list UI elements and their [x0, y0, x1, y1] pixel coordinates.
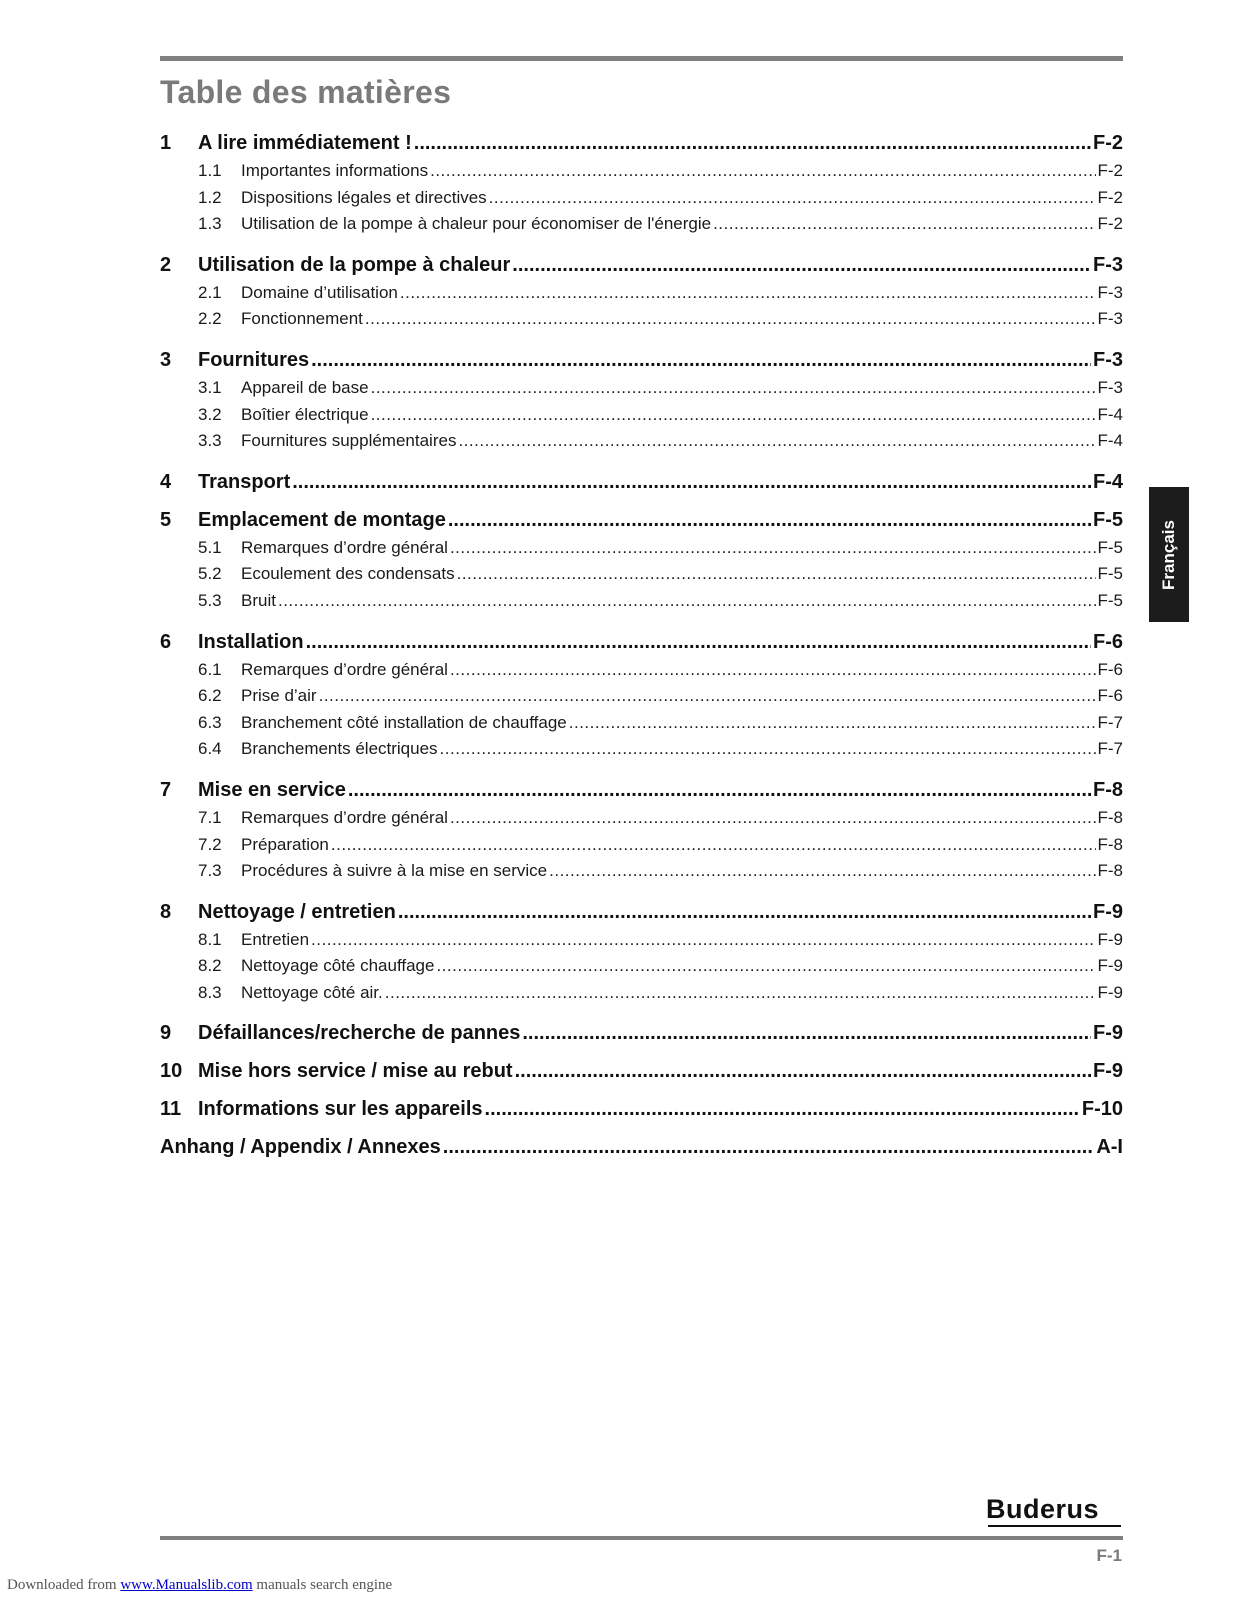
toc-page-ref: F-2 [1097, 187, 1123, 207]
toc-label: Utilisation de la pompe à chaleur pour économiser de l'énergie [241, 214, 712, 234]
toc-page-ref: F-10 [1081, 1098, 1123, 1121]
toc-page-ref: F-4 [1097, 404, 1123, 424]
toc-label: Installation [198, 630, 304, 653]
download-footer [7, 1577, 392, 1594]
language-tab-label: Français [1159, 519, 1178, 590]
toc-page-ref: A-I [1096, 1136, 1123, 1159]
toc-number: 8 [160, 900, 172, 923]
toc-page-ref: F-9 [1093, 900, 1123, 923]
toc-dot-leader [485, 1094, 1080, 1124]
toc-number: 2.2 [198, 309, 222, 329]
toc-number: 7.2 [198, 834, 222, 854]
toc-page-ref: F-3 [1097, 309, 1123, 329]
toc-number: 3.3 [198, 431, 222, 451]
toc-number: 5.1 [198, 537, 222, 557]
toc-page-ref: F-9 [1097, 982, 1123, 1002]
toc-section[interactable] [160, 683, 1123, 710]
toc-label: Préparation [241, 834, 329, 854]
toc-label: Remarques d’ordre général [241, 807, 448, 827]
toc-dot-leader [443, 1132, 1095, 1162]
toc-section[interactable] [160, 280, 1123, 307]
toc-label: Bruit [241, 590, 276, 610]
toc-chapter[interactable] [160, 1018, 1123, 1048]
toc-dot-leader [385, 980, 1096, 1007]
toc-page-ref: F-5 [1097, 564, 1123, 584]
toc-page-ref: F-9 [1097, 956, 1123, 976]
toc-dot-leader [515, 1056, 1091, 1086]
toc-page-ref: F-6 [1093, 630, 1123, 653]
toc-section[interactable] [160, 306, 1123, 333]
toc-dot-leader [522, 1018, 1091, 1048]
toc-number: 7 [160, 778, 172, 801]
toc-dot-leader [398, 897, 1091, 927]
toc-dot-leader [489, 185, 1096, 212]
toc-page-ref: F-5 [1093, 508, 1123, 531]
toc-label: Importantes informations [241, 161, 429, 180]
toc-page-ref: F-8 [1097, 834, 1123, 854]
toc-section[interactable] [160, 211, 1123, 238]
toc-number: 1.1 [198, 161, 222, 180]
toc-page-ref: F-2 [1097, 161, 1123, 180]
toc-label: Fournitures supplémentaires [241, 431, 457, 451]
toc-section[interactable] [160, 588, 1123, 615]
toc-page-ref: F-7 [1097, 739, 1123, 759]
toc-number: 2.1 [198, 282, 222, 302]
toc-section[interactable] [160, 858, 1123, 885]
toc-label: Procédures à suivre à la mise en service [241, 861, 548, 881]
toc-number: 10 [160, 1060, 183, 1083]
toc-page-ref: F-6 [1097, 686, 1123, 706]
toc-label: Boîtier électrique [241, 404, 369, 424]
toc-label: Nettoyage côté chauffage [241, 956, 435, 976]
toc-label: Nettoyage côté air. [241, 982, 383, 1002]
toc-dot-leader [549, 858, 1095, 885]
toc-number: 5 [160, 508, 172, 531]
footer-suffix: manuals search engine [252, 1577, 393, 1593]
toc-label: Informations sur les appareils [198, 1098, 483, 1121]
toc-number: 2 [160, 253, 172, 276]
toc-page-ref: F-3 [1093, 348, 1123, 371]
toc-label: A lire immédiatement ! [198, 132, 412, 154]
toc-dot-leader [512, 250, 1091, 280]
toc-dot-leader [306, 627, 1091, 657]
toc-dot-leader [319, 683, 1096, 710]
language-tab[interactable] [1149, 487, 1189, 622]
toc-dot-leader [331, 832, 1096, 859]
toc-page-ref: F-9 [1097, 929, 1123, 949]
toc-label: Fonctionnement [241, 309, 363, 329]
toc-number: 6.4 [198, 739, 222, 759]
toc-dot-leader [414, 128, 1091, 158]
toc-page-ref: F-3 [1097, 377, 1123, 397]
toc-number: 8.3 [198, 982, 222, 1002]
toc-label: Domaine d’utilisation [241, 282, 398, 302]
bottom-rule [160, 1536, 1123, 1540]
toc-page-ref: F-3 [1093, 253, 1123, 276]
toc-page-ref: F-2 [1093, 132, 1123, 154]
toc-page-ref: F-7 [1097, 712, 1123, 732]
toc-section[interactable] [160, 657, 1123, 684]
toc-chapter[interactable] [160, 128, 1123, 158]
toc-number: 7.1 [198, 807, 222, 827]
toc-dot-leader [311, 927, 1095, 954]
toc-chapter[interactable] [160, 775, 1123, 805]
toc-page-ref: F-9 [1093, 1022, 1123, 1045]
toc-label: Ecoulement des condensats [241, 564, 455, 584]
top-rule [160, 56, 1123, 61]
toc-label: Remarques d’ordre général [241, 537, 448, 557]
toc-label: Anhang / Appendix / Annexes [160, 1136, 441, 1159]
toc-dot-leader [436, 953, 1095, 980]
toc-chapter[interactable] [160, 345, 1123, 375]
toc-number: 6 [160, 630, 172, 653]
toc-section[interactable] [160, 185, 1123, 212]
toc-dot-leader [450, 535, 1096, 562]
toc-number: 9 [160, 1022, 172, 1045]
toc-page-ref: F-3 [1097, 282, 1123, 302]
page-number: F-1 [1096, 1546, 1122, 1565]
toc-page-ref: F-4 [1093, 470, 1123, 493]
toc-label: Défaillances/recherche de pannes [198, 1022, 521, 1045]
toc-dot-leader [430, 158, 1095, 185]
toc-section[interactable] [160, 927, 1123, 954]
toc-section[interactable] [160, 428, 1123, 455]
toc-section[interactable] [160, 535, 1123, 562]
toc-dot-leader [458, 428, 1095, 455]
toc-number: 1 [160, 132, 172, 154]
toc-label: Appareil de base [241, 377, 369, 397]
toc-page-ref: F-9 [1093, 1060, 1123, 1083]
toc-label: Mise hors service / mise au rebut [198, 1060, 513, 1083]
toc-section[interactable] [160, 805, 1123, 832]
toc-page-ref: F-5 [1097, 590, 1123, 610]
toc-dot-leader [400, 280, 1096, 307]
toc-page-ref: F-8 [1093, 778, 1123, 801]
toc-chapter[interactable] [160, 1056, 1123, 1086]
toc-chapter[interactable] [160, 1094, 1123, 1124]
toc-label: Prise d’air [241, 686, 317, 706]
toc-number: 11 [160, 1098, 182, 1121]
toc-label: Dispositions légales et directives [241, 187, 487, 207]
toc-number: 3.1 [198, 377, 222, 397]
toc-page-ref: F-6 [1097, 659, 1123, 679]
toc-number: 3 [160, 348, 172, 371]
toc-section[interactable] [160, 710, 1123, 737]
toc-section[interactable] [160, 402, 1123, 429]
toc-chapter[interactable] [160, 627, 1123, 657]
toc-label: Entretien [241, 929, 310, 949]
toc-section[interactable] [160, 375, 1123, 402]
toc-label: Branchement côté installation de chauffage [241, 712, 567, 732]
toc-dot-leader [448, 505, 1091, 535]
toc-dot-leader [457, 561, 1096, 588]
toc-number: 8.1 [198, 929, 222, 949]
toc-page-ref: F-2 [1097, 214, 1123, 234]
toc-number: 6.1 [198, 659, 222, 679]
toc-page-ref: F-8 [1097, 861, 1123, 881]
toc-dot-leader [348, 775, 1091, 805]
logo-underline [988, 1525, 1121, 1527]
toc-number: 1.3 [198, 214, 222, 234]
toc-dot-leader [292, 467, 1091, 497]
toc-chapter[interactable] [160, 1132, 1123, 1162]
toc-section[interactable] [160, 953, 1123, 980]
toc-dot-leader [450, 805, 1096, 832]
toc-dot-leader [278, 588, 1096, 615]
toc-section[interactable] [160, 561, 1123, 588]
toc-number: 6.3 [198, 712, 222, 732]
toc-label: Mise en service [198, 778, 346, 801]
toc-section[interactable] [160, 736, 1123, 763]
toc-page-ref: F-8 [1097, 807, 1123, 827]
toc-chapter[interactable] [160, 467, 1123, 497]
manualslib-link[interactable]: www.Manualslib.com [120, 1577, 253, 1593]
toc-label: Transport [198, 470, 291, 493]
toc-dot-leader [371, 402, 1096, 429]
toc-chapter[interactable] [160, 897, 1123, 927]
toc-dot-leader [371, 375, 1096, 402]
toc-dot-leader [713, 211, 1095, 238]
toc-dot-leader [440, 736, 1096, 763]
table-of-contents [160, 128, 1123, 1162]
toc-section[interactable] [160, 980, 1123, 1007]
toc-label: Utilisation de la pompe à chaleur [198, 253, 511, 276]
toc-label: Emplacement de montage [198, 508, 446, 531]
toc-chapter[interactable] [160, 250, 1123, 280]
toc-number: 1.2 [198, 187, 222, 207]
toc-page-ref: F-4 [1097, 431, 1123, 451]
toc-number: 5.3 [198, 590, 222, 610]
toc-chapter[interactable] [160, 505, 1123, 535]
page-title: Table des matières [160, 74, 452, 110]
toc-section[interactable] [160, 158, 1123, 185]
toc-dot-leader [311, 345, 1091, 375]
toc-label: Fournitures [198, 348, 310, 371]
toc-label: Nettoyage / entretien [198, 900, 396, 923]
toc-page-ref: F-5 [1097, 537, 1123, 557]
footer-prefix: Downloaded from [7, 1577, 121, 1593]
toc-section[interactable] [160, 832, 1123, 859]
toc-dot-leader [365, 306, 1096, 333]
toc-dot-leader [569, 710, 1096, 737]
toc-number: 8.2 [198, 956, 222, 976]
toc-number: 6.2 [198, 686, 222, 706]
toc-number: 7.3 [198, 861, 222, 881]
toc-number: 3.2 [198, 404, 222, 424]
toc-number: 4 [160, 470, 172, 493]
toc-label: Remarques d’ordre général [241, 659, 448, 679]
buderus-logo: Buderus [986, 1494, 1100, 1524]
toc-dot-leader [450, 657, 1096, 684]
toc-label: Branchements électriques [241, 739, 438, 759]
toc-number: 5.2 [198, 564, 222, 584]
